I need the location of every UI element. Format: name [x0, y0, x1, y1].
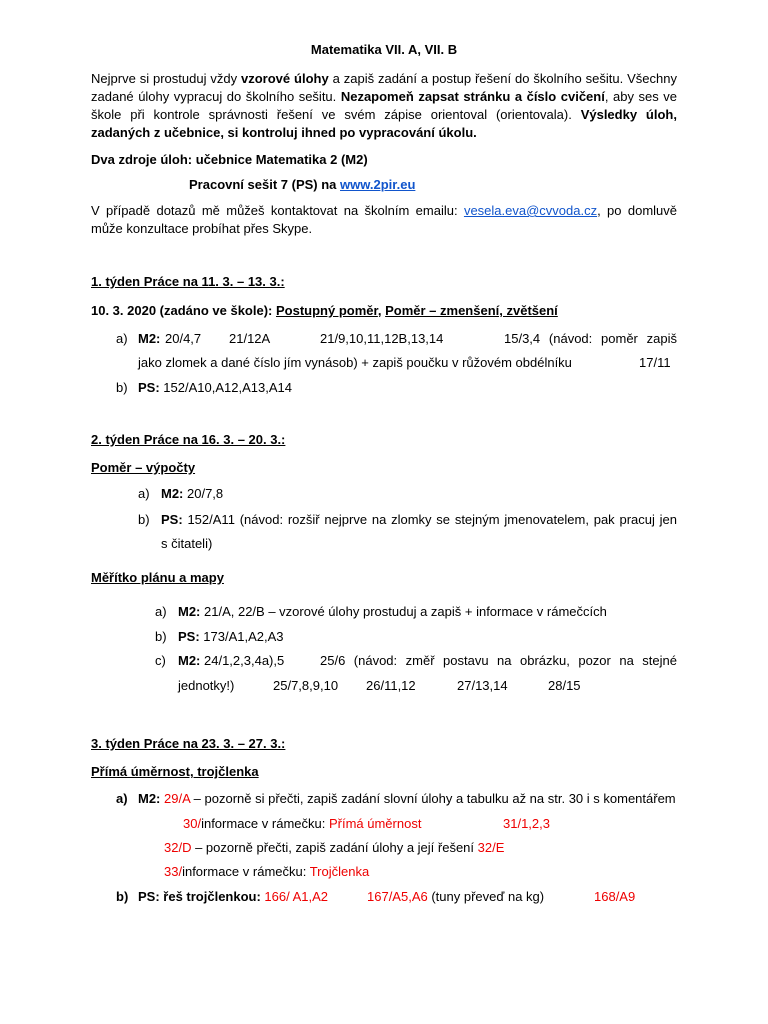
intro-bold: vzorové úlohy — [241, 71, 329, 86]
item-label: M2: — [161, 486, 184, 501]
intro-bold: Výsledky úloh, zadaných z učebnice, si kontroluj ihned po vypracování úkolu. — [91, 107, 677, 140]
task-value: 28/15 — [548, 678, 581, 693]
week2-a-line — [161, 486, 223, 501]
list-marker: a) — [138, 486, 150, 501]
week2-subheading: Měřítko plánu a mapy — [91, 570, 224, 585]
task-value: jednotky!) — [178, 678, 235, 693]
task-value: 20/4,7 — [165, 331, 202, 346]
pir-link[interactable]: www.2pir.eu — [340, 177, 416, 192]
sources-line-1: Dva zdroje úloh: učebnice Matematika 2 (M2) — [91, 152, 368, 167]
task-value: 24/1,2,3,4a),5 — [200, 653, 285, 668]
week2-b-line — [161, 512, 677, 527]
week1-date-line — [91, 303, 558, 318]
task-text: informace v rámečku: — [182, 864, 310, 879]
week2-subheading: Poměr – výpočty — [91, 460, 196, 475]
week3-b-line — [138, 889, 328, 904]
task-text: 152/A11 (návod: rozšiř nejprve na zlomky se stejným jmenovatelem, pak pracuj jen — [182, 512, 677, 527]
week1-topic: Poměr – zmenšení, zvětšení — [385, 303, 558, 318]
task-text: 173/A1,A2,A3 — [199, 629, 284, 644]
task-value: 21/12A — [229, 331, 271, 346]
red-task: Přímá úměrnost — [328, 816, 422, 831]
task-text: 21/A, 22/B – vzorové úlohy prostuduj a zapiš + informace v rámečcích — [200, 604, 607, 619]
list-marker: b) — [138, 512, 150, 527]
week2-scale-c-line — [178, 653, 284, 668]
task-value: 21/9,10,11,12B,13,14 — [320, 331, 444, 346]
week2-scale-b-line — [178, 629, 284, 644]
red-task: 33/ — [164, 864, 183, 879]
week3-a-line-3 — [164, 840, 504, 855]
item-label: M2: — [138, 791, 161, 806]
item-label: M2: — [178, 653, 201, 668]
task-value: 15/3,4 (návod: poměr zapiš — [504, 331, 677, 346]
week2-heading: 2. týden Práce na 16. 3. – 20. 3.: — [91, 432, 286, 447]
task-text: – pozorně si přečti, zapiš zadání slovní úlohy a tabulku až na str. 30 i s komentářem — [190, 791, 676, 806]
item-label: PS: — [161, 512, 183, 527]
list-marker: a) — [116, 791, 128, 806]
week3-b-line-2 — [367, 889, 544, 904]
task-value: 17/11 — [639, 355, 671, 370]
intro-text: a zapiš zadání a postup řešení do školního sešitu. Všechny zadané úlohy vypracuj do školního sešitu. — [91, 71, 678, 104]
week2-scale-a-line — [178, 604, 607, 619]
sources-text: Pracovní sešit 7 (PS) na — [189, 177, 341, 192]
list-marker: a) — [116, 331, 128, 346]
red-task: 32/E — [477, 840, 505, 855]
red-task: 29/A — [164, 791, 191, 806]
intro-text: , aby ses ve škole při kontrole správnosti řešení ve svém zápise orientoval (orientovala). — [91, 89, 677, 122]
item-label: PS: řeš trojčlenkou: — [138, 889, 261, 904]
intro-paragraph — [91, 70, 677, 142]
item-label: M2: — [178, 604, 201, 619]
list-marker: c) — [155, 653, 166, 668]
week1-heading: 1. týden Práce na 11. 3. – 13. 3.: — [91, 274, 285, 289]
contact-text: V případě dotazů mě můžeš kontaktovat na školním emailu: — [91, 203, 464, 218]
list-marker: b) — [116, 380, 128, 395]
week1-topic: Postupný poměr — [276, 303, 378, 318]
task-value: 27/13,14 — [457, 678, 508, 693]
contact-paragraph — [91, 202, 677, 238]
item-label: M2: — [138, 331, 161, 346]
red-task: 167/A5,A6 — [367, 889, 428, 904]
week1-b-line — [138, 380, 292, 395]
task-value: 25/7,8,9,10 — [273, 678, 339, 693]
intro-text: Nejprve si prostuduj vždy — [91, 71, 241, 86]
task-text: (tuny převeď na kg) — [427, 889, 545, 904]
task-text: jako zlomek a dané číslo jím vynásob) + zapiš poučku v růžovém obdélníku — [138, 355, 572, 370]
page-title: Matematika VII. A, VII. B — [310, 42, 458, 57]
list-marker: b) — [155, 629, 167, 644]
item-label: PS: — [178, 629, 200, 644]
intro-bold: Nezapomeň zapsat stránku a číslo cvičení — [340, 89, 605, 104]
task-text: 20/7,8 — [183, 486, 224, 501]
task-text: 152/A10,A12,A13,A14 — [159, 380, 292, 395]
week1-date: 10. 3. 2020 (zadáno ve škole): — [91, 303, 273, 318]
task-text: informace v rámečku: — [201, 816, 329, 831]
week3-a-line-2 — [183, 816, 421, 831]
list-marker: b) — [116, 889, 129, 904]
red-task: 30/ — [183, 816, 202, 831]
week3-a-line-4 — [164, 864, 369, 879]
week3-a-line-1 — [138, 791, 676, 806]
red-task: Trojčlenka — [309, 864, 370, 879]
task-value: 26/11,12 — [366, 678, 416, 693]
email-link[interactable]: vesela.eva@cvvoda.cz — [463, 203, 598, 218]
task-value: 25/6 (návod: změř postavu na obrázku, pozor na stejné — [320, 653, 677, 668]
item-label: PS: — [138, 380, 160, 395]
week3-heading: 3. týden Práce na 23. 3. – 27. 3.: — [91, 736, 286, 751]
red-task: 168/A9 — [594, 889, 636, 904]
task-text: s čitateli) — [161, 536, 213, 551]
red-task: 166/ A1,A2 — [260, 889, 329, 904]
separator: , — [377, 303, 382, 318]
red-task: 32/D — [164, 840, 192, 855]
contact-text: , po domluvě může konzultace probíhat přes Skype. — [91, 203, 678, 236]
red-task: 31/1,2,3 — [503, 816, 550, 831]
sources-line-2 — [189, 177, 415, 192]
task-text: – pozorně přečti, zapiš zadání úlohy a její řešení — [191, 840, 478, 855]
week3-subheading: Přímá úměrnost, trojčlenka — [91, 764, 259, 779]
list-marker: a) — [155, 604, 167, 619]
